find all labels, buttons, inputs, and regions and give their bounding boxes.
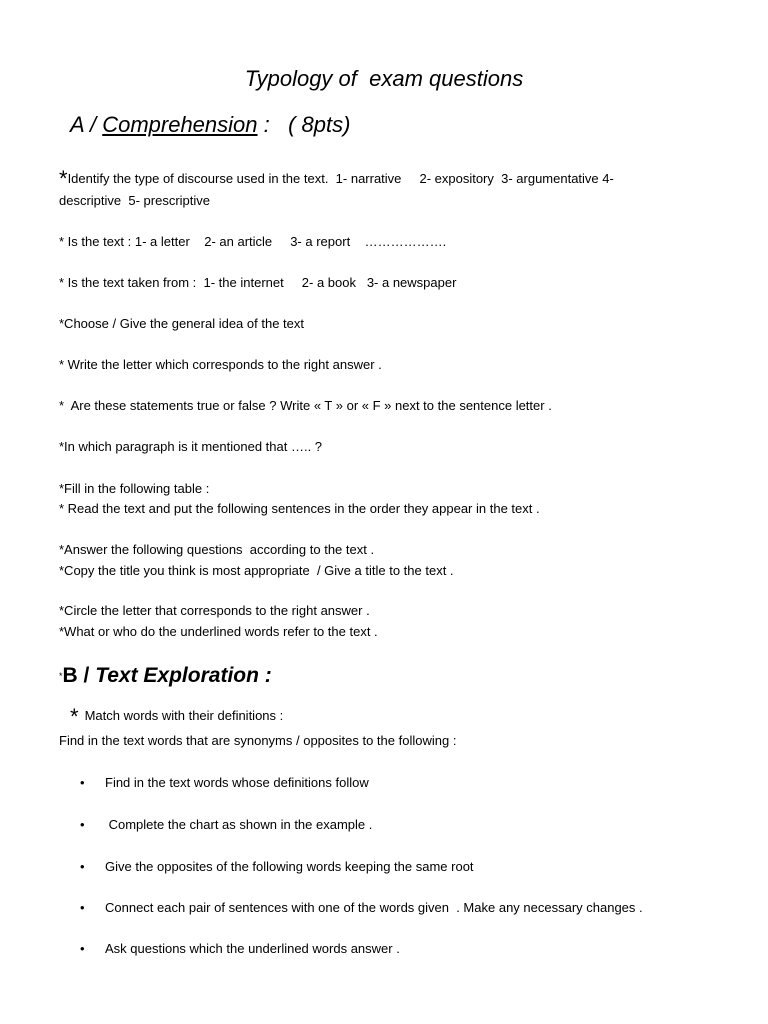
section-a-points: : ( 8pts): [257, 112, 351, 137]
comprehension-line: [59, 624, 378, 639]
comprehension-line: [59, 542, 374, 557]
bullet-icon: •: [80, 900, 85, 915]
comprehension-line: [59, 275, 456, 290]
bullet-icon: •: [80, 859, 85, 874]
bullet-item-text: Find in the text words whose definitions follow: [105, 775, 369, 790]
star-marker: *: [70, 704, 79, 729]
match-definitions-text: Match words with their definitions :: [84, 708, 284, 723]
comprehension-line-text: * Is the text taken from : 1- the internet 2- a book 3- a newspaper: [59, 275, 457, 290]
comprehension-line-text: *Choose / Give the general idea of the text: [59, 316, 304, 331]
synonyms-line: Find in the text words that are synonyms / opposites to the following :: [59, 733, 457, 748]
section-a-heading: [70, 112, 350, 138]
bullet-item-text: Connect each pair of sentences with one of the words given . Make any necessary changes .: [105, 900, 643, 915]
document-title: Typology of exam questions: [244, 66, 524, 91]
comprehension-line-text: *Copy the title you think is most appropriate / Give a title to the text .: [59, 563, 454, 578]
bullet-item: [80, 941, 400, 956]
comprehension-line: [59, 163, 614, 189]
comprehension-line: [59, 234, 446, 249]
comprehension-line-text: descriptive 5- prescriptive: [59, 193, 210, 208]
bullet-icon: •: [80, 941, 85, 956]
section-b-heading: [59, 664, 272, 688]
section-b-title: Text Exploration :: [95, 664, 272, 687]
comprehension-line-text: *Fill in the following table :: [59, 481, 210, 496]
match-definitions-line: [70, 700, 284, 729]
comprehension-line: [59, 481, 209, 496]
bullet-item-text: Complete the chart as shown in the example .: [105, 817, 373, 832]
comprehension-line: [59, 316, 304, 331]
comprehension-line-text: * Read the text and put the following sentences in the order they appear in the text .: [59, 501, 540, 516]
comprehension-line: [59, 563, 454, 578]
section-a-prefix: A /: [70, 112, 103, 137]
bullet-item-text: Ask questions which the underlined words answer .: [105, 941, 400, 956]
comprehension-line: [59, 398, 552, 413]
comprehension-line-text: * Write the letter which corresponds to the right answer .: [59, 357, 382, 372]
comprehension-line-text: *Answer the following questions according to the text .: [59, 542, 375, 557]
comprehension-line-text: *What or who do the underlined words refer to the text .: [59, 624, 378, 639]
bullet-item-text: Give the opposites of the following words keeping the same root: [105, 859, 474, 874]
comprehension-line-text: *Circle the letter that corresponds to the right answer .: [59, 603, 370, 618]
comprehension-line-text: Identify the type of discourse used in the text. 1- narrative 2- expository 3- argumentative 4-: [67, 171, 614, 186]
bullet-icon: •: [80, 775, 85, 790]
comprehension-line-text: * Is the text : 1- a letter 2- an article 3- a report ……………….: [59, 234, 447, 249]
bullet-icon: •: [80, 817, 85, 832]
bullet-item: [80, 775, 369, 790]
comprehension-line-text: *In which paragraph is it mentioned that ….. ?: [59, 439, 323, 454]
star-marker: *: [59, 671, 63, 681]
section-a-title: Comprehension: [102, 112, 258, 137]
comprehension-line: [59, 439, 322, 454]
comprehension-line: [59, 603, 370, 618]
bullet-item: [80, 900, 643, 915]
section-b-prefix: B /: [62, 664, 96, 687]
comprehension-line: [59, 357, 382, 372]
comprehension-line: [59, 501, 540, 516]
star-marker: *: [59, 166, 68, 191]
bullet-item: [80, 817, 372, 832]
comprehension-line: [59, 193, 210, 208]
bullet-item: [80, 859, 474, 874]
comprehension-line-text: * Are these statements true or false ? Write « T » or « F » next to the sentence letter .: [59, 398, 552, 413]
